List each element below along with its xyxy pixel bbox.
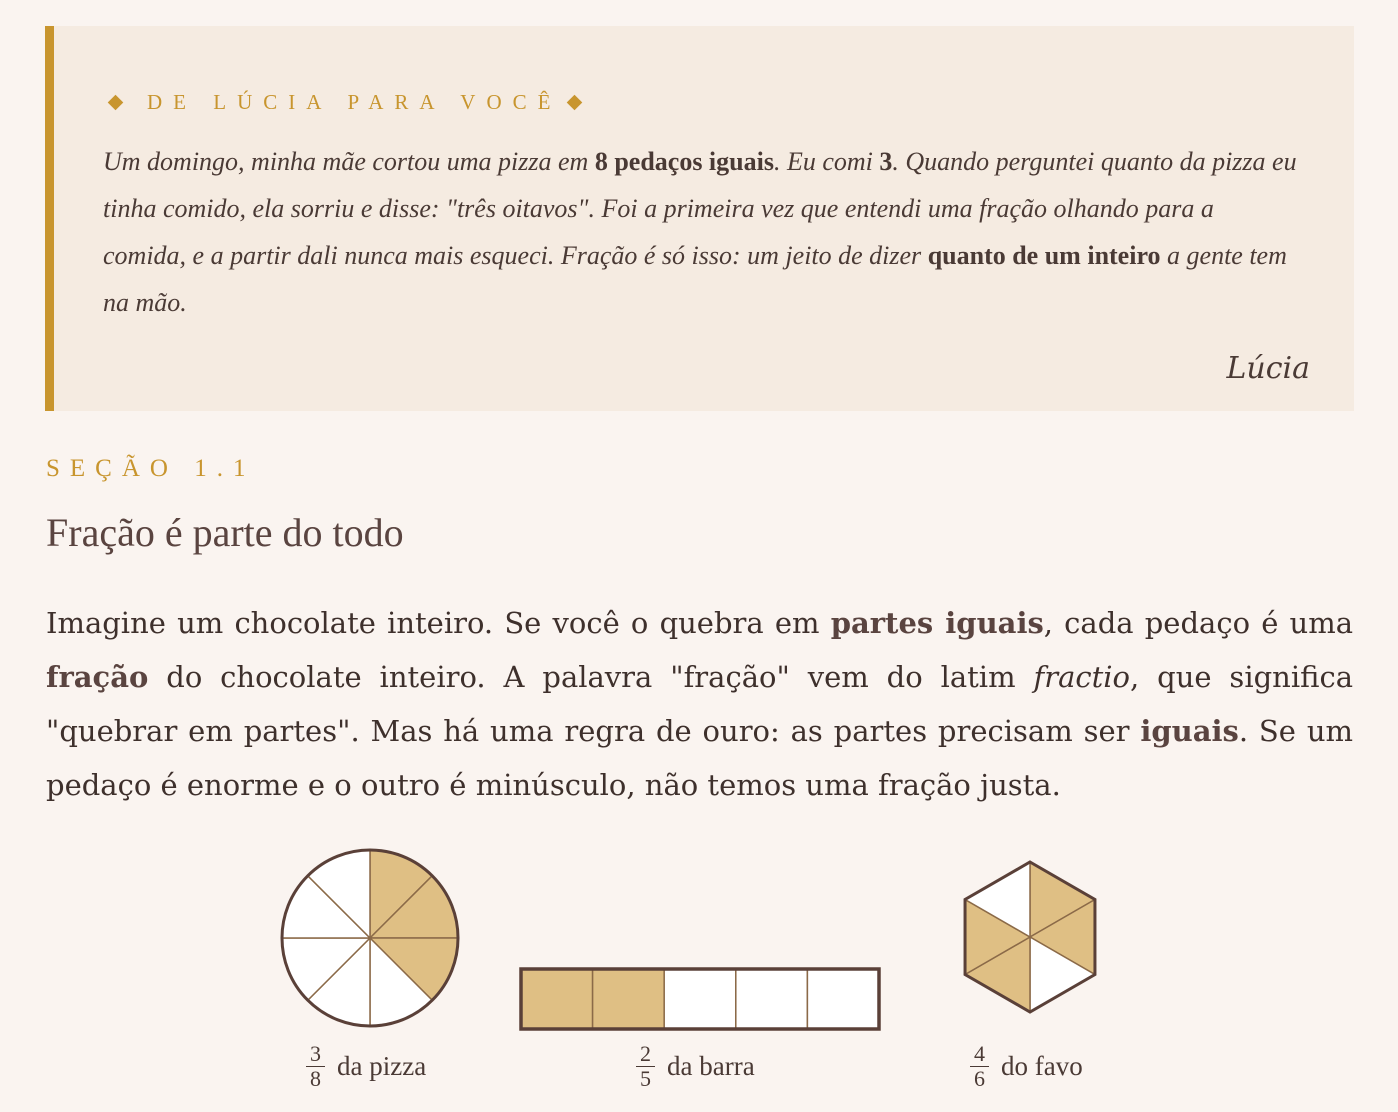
- letter-text-run: 3: [879, 147, 893, 176]
- section-text-run: , cada pedaço é uma: [1043, 606, 1353, 640]
- letter-text-run: 8 pedaços iguais: [594, 147, 774, 176]
- section-body-text: [46, 596, 1353, 812]
- section-text-run: fractio: [1033, 660, 1130, 694]
- letter-text-run: a gente tem na mão.: [103, 241, 1287, 317]
- bar-fraction: $\frac{2}{5}$: [636, 1042, 655, 1091]
- pizza-figure: [277, 845, 463, 1031]
- bar-segment: [664, 969, 736, 1029]
- bar-segment: [593, 969, 665, 1029]
- letter-signature: Lúcia: [1226, 351, 1310, 386]
- section-text-run: . Se um pedaço é enorme e o outro é minúsculo, não temos uma fração justa.: [46, 714, 1353, 802]
- section-text-run: partes iguais: [830, 606, 1044, 640]
- section-text-run: do chocolate inteiro. A palavra "fração" vem do latim: [148, 660, 1034, 694]
- letter-text: [103, 138, 1303, 326]
- letter-text-run: quanto de um inteiro: [927, 241, 1161, 270]
- bar-figure: [518, 966, 882, 1032]
- hexagon-figure: [960, 858, 1100, 1016]
- pizza-fraction: $\frac{3}{8}$: [306, 1042, 325, 1091]
- bar-segment: [521, 969, 593, 1029]
- bar-segment: [736, 969, 808, 1029]
- section-title: Fração é parte do todo: [46, 510, 404, 555]
- hexagon-caption: $\frac{4}{6}$ do favo: [970, 1042, 1083, 1091]
- section-text-run: Imagine um chocolate inteiro. Se você o quebra em: [46, 606, 831, 640]
- section-label: SEÇÃO 1.1: [46, 455, 256, 482]
- letter-text-run: Um domingo, minha mãe cortou uma pizza em: [103, 147, 595, 176]
- letter-card: [45, 26, 1354, 411]
- section-text-run: iguais: [1140, 714, 1239, 748]
- diamond-icon: [567, 94, 583, 110]
- bar-caption: $\frac{2}{5}$ da barra: [636, 1042, 755, 1091]
- section-text-run: , que significa "quebrar em partes". Mas há uma regra de ouro: as partes precisam ser: [46, 660, 1353, 748]
- hexagon-fraction: $\frac{4}{6}$: [970, 1042, 989, 1091]
- letter-text-run: . Quando perguntei quanto da pizza eu tinha comido, ela sorriu e disse: "três oitavos". Foi a primeira vez que entendi uma fração olhando para a comida, e a partir dali nunca mais esqueci. Fração é só isso: um jeito de dizer: [103, 147, 1297, 270]
- pizza-caption: $\frac{3}{8}$ da pizza: [306, 1042, 426, 1091]
- section-text-run: fração: [46, 660, 149, 694]
- letter-text-run: . Eu comi: [773, 147, 880, 176]
- diamond-icon: [108, 94, 124, 110]
- letter-kicker: DE LÚCIA PARA VOCÊ: [110, 90, 580, 115]
- bar-segment: [807, 969, 879, 1029]
